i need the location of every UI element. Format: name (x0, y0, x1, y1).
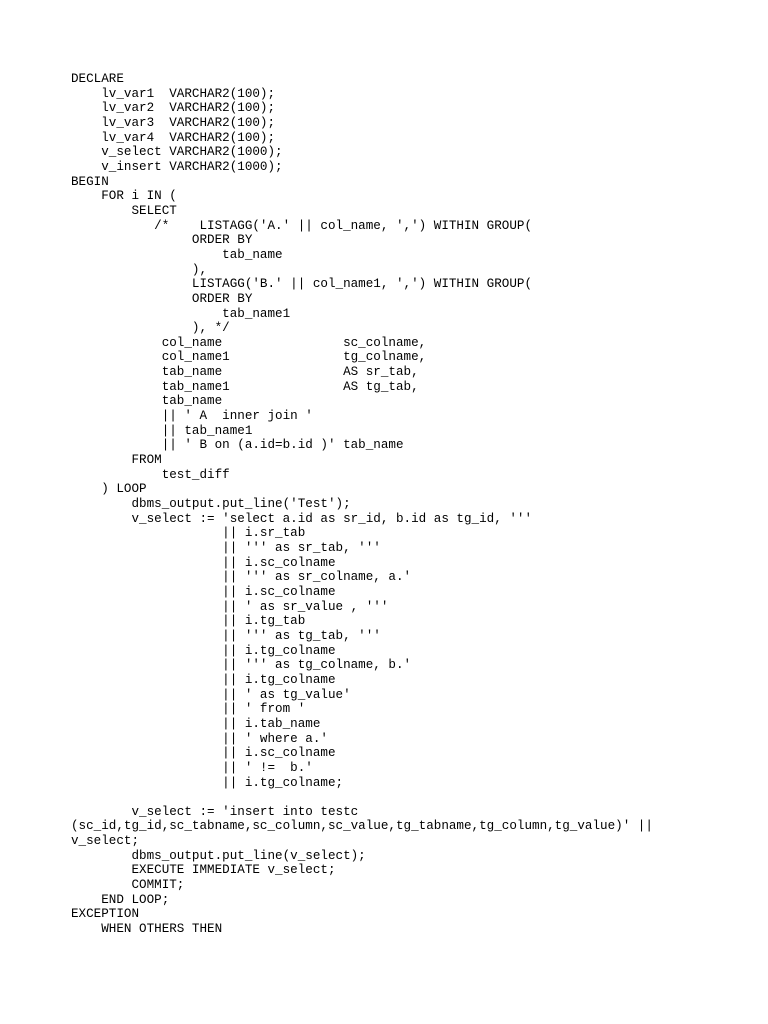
code-line: (sc_id,tg_id,sc_tabname,sc_column,sc_value,tg_tabname,tg_column,tg_value)' || (71, 819, 653, 834)
code-line: || i.sr_tab (71, 526, 306, 541)
code-line: v_select := 'select a.id as sr_id, b.id as tg_id, ''' (71, 511, 533, 526)
code-line: DECLARE (71, 72, 124, 86)
code-line: || ''' as tg_colname, b.' (71, 658, 412, 673)
code-line: v_select VARCHAR2(1000); (71, 145, 283, 160)
code-line: || ' where a.' (71, 731, 328, 746)
code-line: || ' as tg_value' (71, 687, 351, 702)
code-line: SELECT (71, 203, 177, 218)
code-line: col_name sc_colname, (71, 335, 427, 350)
code-line: lv_var3 VARCHAR2(100); (71, 115, 276, 130)
code-line: lv_var1 VARCHAR2(100); (71, 86, 276, 101)
code-block (71, 72, 751, 937)
code-line: COMMIT; (71, 878, 185, 893)
code-line: tab_name (71, 394, 223, 409)
code-line: v_select; (71, 834, 140, 849)
code-line: || i.tg_colname (71, 643, 336, 658)
code-line: || tab_name1 (71, 423, 253, 438)
code-line: || i.sc_colname (71, 555, 336, 570)
code-line: || ''' as sr_tab, ''' (71, 541, 381, 555)
code-line: || ' as sr_value , ''' (71, 599, 389, 614)
code-line: || i.sc_colname (71, 584, 336, 599)
code-line: || i.tg_tab (71, 614, 306, 629)
code-line: ORDER BY (71, 233, 253, 248)
code-line: END LOOP; (71, 892, 170, 907)
code-line: FROM (71, 453, 162, 468)
code-line: || i.tg_colname (71, 672, 336, 687)
code-line: || ' != b.' (71, 760, 313, 775)
code-line: EXECUTE IMMEDIATE v_select; (71, 863, 336, 878)
code-line: test_diff (71, 467, 230, 482)
code-line: ) LOOP (71, 482, 147, 497)
code-line: ), */ (71, 321, 230, 336)
code-line: ORDER BY (71, 291, 253, 306)
code-line: dbms_output.put_line('Test'); (71, 497, 351, 512)
code-line: tab_name AS sr_tab, (71, 365, 419, 380)
code-line: || ' from ' (71, 702, 306, 717)
code-line: /* LISTAGG('A.' || col_name, ',') WITHIN GROUP( (71, 218, 533, 233)
code-line: v_select := 'insert into testc (71, 804, 359, 819)
code-line: || i.tab_name (71, 716, 321, 731)
code-line: lv_var4 VARCHAR2(100); (71, 130, 276, 145)
code-line: tab_name1 (71, 306, 291, 321)
code-line: BEGIN (71, 174, 109, 189)
code-line: FOR i IN ( (71, 189, 177, 204)
code-line: ), (71, 262, 208, 277)
code-line: || ''' as tg_tab, ''' (71, 628, 381, 643)
code-line: || ' B on (a.id=b.id )' tab_name (71, 438, 404, 453)
code-line: || ' A inner join ' (71, 409, 313, 424)
code-line: || i.sc_colname (71, 746, 336, 761)
code-line: || ''' as sr_colname, a.' (71, 570, 412, 585)
code-line: || i.tg_colname; (71, 775, 344, 790)
code-line: tab_name (71, 247, 283, 262)
code-line: dbms_output.put_line(v_select); (71, 848, 366, 863)
code-line: WHEN OTHERS THEN (71, 922, 223, 937)
blank-line (71, 790, 751, 805)
code-line: lv_var2 VARCHAR2(100); (71, 101, 276, 116)
code-line: v_insert VARCHAR2(1000); (71, 159, 283, 174)
code-line: col_name1 tg_colname, (71, 350, 427, 365)
code-line: LISTAGG('B.' || col_name1, ',') WITHIN GROUP( (71, 277, 533, 292)
code-line: tab_name1 AS tg_tab, (71, 379, 419, 394)
code-line: EXCEPTION (71, 907, 140, 922)
